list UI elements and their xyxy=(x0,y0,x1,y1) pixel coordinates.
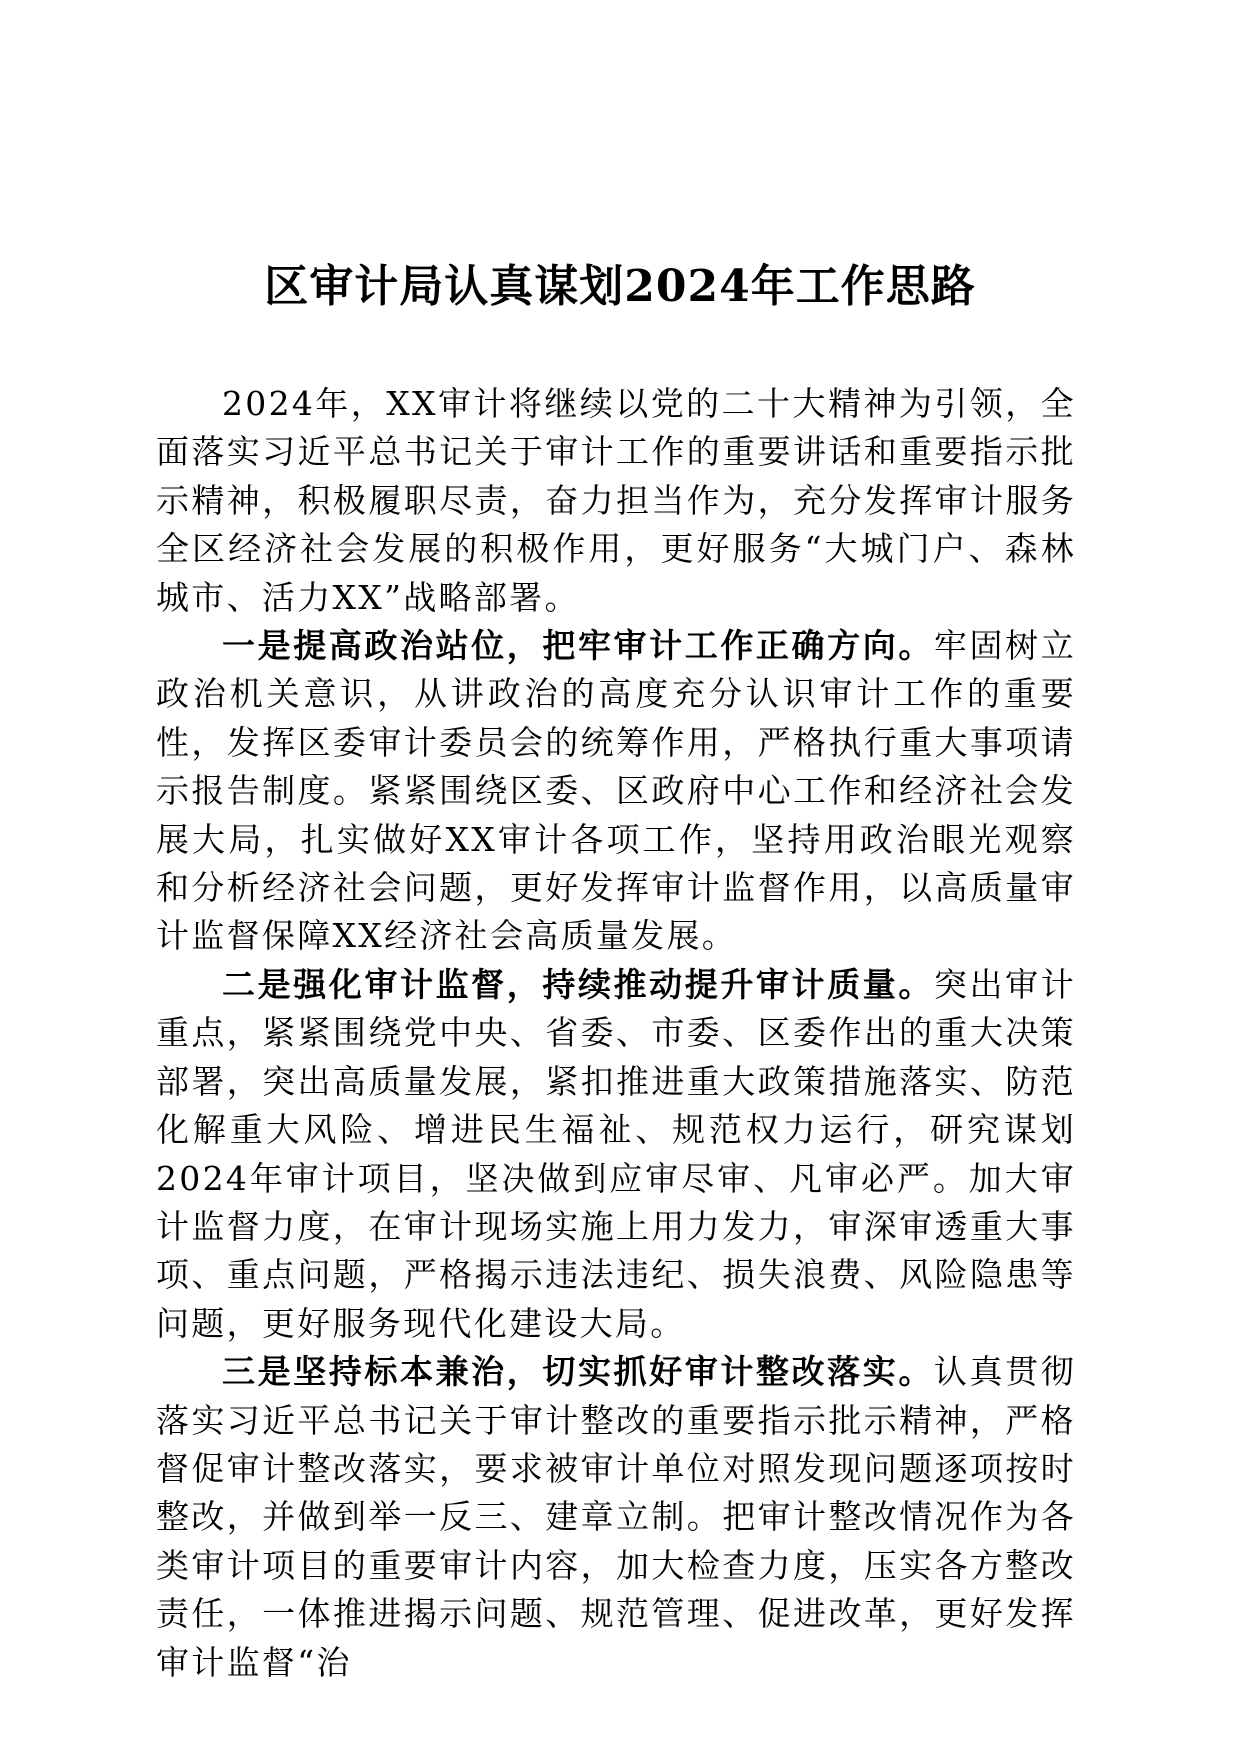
paragraph-point-2 xyxy=(156,961,1076,1348)
document-body xyxy=(156,380,1076,1687)
paragraph-text: 2024年，XX审计将继续以党的二十大精神为引领，全面落实习近平总书记关于审计工作的重要讲话和重要指示批示精神，积极履职尽责，奋力担当作为，充分发挥审计服务全区经济社会发展的积极作用，更好服务“大城门户、森林城市、活力XX”战略部署。 xyxy=(156,384,1076,617)
paragraph-point-3 xyxy=(156,1348,1076,1687)
paragraph-lead: 一是提高政治站位，把牢审计工作正确方向。 xyxy=(222,626,934,666)
paragraph-text: 认真贯彻落实习近平总书记关于审计整改的重要指示批示精神，严格督促审计整改落实，要求被审计单位对照发现问题逐项按时整改，并做到举一反三、建章立制。把审计整改情况作为各类审计项目的重要审计内容，加大检查力度，压实各方整改责任，一体推进揭示问题、规范管理、促进改革，更好发挥审计监督“治 xyxy=(156,1352,1077,1682)
paragraph-point-1 xyxy=(156,622,1076,961)
paragraph-text: 突出审计重点，紧紧围绕党中央、省委、市委、区委作出的重大决策部署，突出高质量发展，紧扣推进重大政策措施落实、防范化解重大风险、增进民生福祉、规范权力运行，研究谋划2024年审计项目，坚决做到应审尽审、凡审必严。加大审计监督力度，在审计现场实施上用力发力，审深审透重大事项、重点问题，严格揭示违法违纪、损失浪费、风险隐患等问题，更好服务现代化建设大局。 xyxy=(156,964,1077,1343)
document-title: 区审计局认真谋划2024年工作思路 xyxy=(264,261,976,312)
paragraph-lead: 二是强化审计监督，持续推动提升审计质量。 xyxy=(222,964,934,1004)
paragraph-text: 牢固树立政治机关意识，从讲政治的高度充分认识审计工作的重要性，发挥区委审计委员会的统筹作用，严格执行重大事项请示报告制度。紧紧围绕区委、区政府中心工作和经济社会发展大局，扎实做好XX审计各项工作，坚持用政治眼光观察和分析经济社会问题，更好发挥审计监督作用，以高质量审计监督保障XX经济社会高质量发展。 xyxy=(156,626,1077,956)
paragraph-lead: 三是坚持标本兼治，切实抓好审计整改落实。 xyxy=(222,1352,934,1392)
paragraph-intro xyxy=(156,380,1076,622)
